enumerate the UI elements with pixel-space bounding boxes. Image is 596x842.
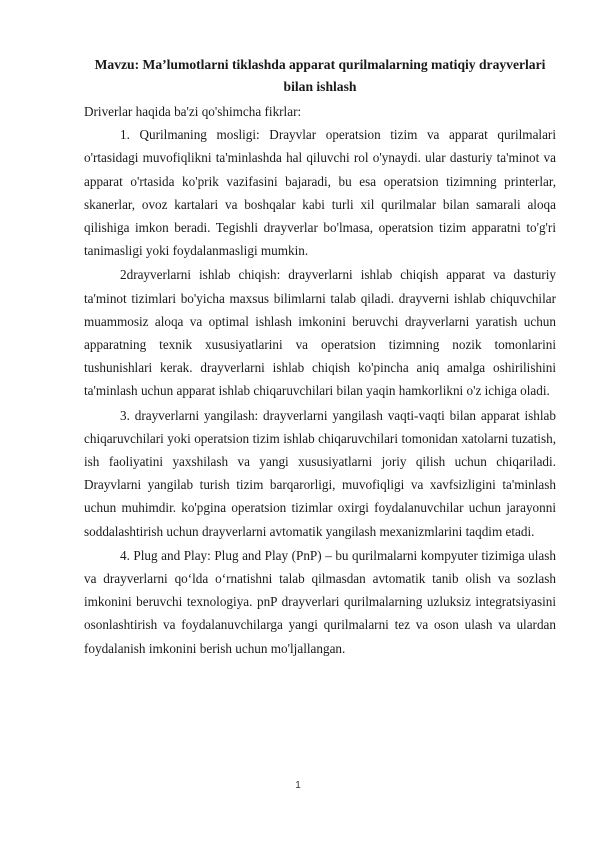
document-title: Mavzu: Ma’lumotlarni tiklashda apparat qurilmalarning matiqiy drayverlari bilan ishlash — [94, 57, 546, 94]
paragraph-plug-and-play: 4. Plug and Play: Plug and Play (PnP) – bu qurilmalarni kompyuter tizimiga ulash va drayverlarni qo‘lda o‘rnatishni talab qilmasdan avtomatik tanib olish va sozlash imkonini beruvchi texnologiya. pnP drayverlari qurilmalarning uzluksiz integratsiyasini osonlashtirish va foydalanuvchilarga yangi qurilmalarni tez va oson ulash va ulardan foydalanish imkonini berish uchun mo'ljallangan. — [84, 547, 556, 656]
paragraph-driver-updates: 3. drayverlarni yangilash: drayverlarni yangilash vaqti-vaqti bilan apparat ishlab chiqaruvchilari yoki operatsion tizim ishlab chiqaruvchilari tomonidan xatolarni tuzatish, ish faoliyatini yaxshilash va yangi xususiyatlarni joriy qilish uchun chiqariladi. Drayvlarni yangilab turish tizim barqarorligi, muvofiqligi va xavfsizligini ta'minlash uchun muhimdir. ko'pgina operatsion tizimlar oxirgi foydalanuvchilar uchun jarayonni soddalashtirish uchun drayverlarni avtomatik yangilash mexanizmlarini taqdim etadi. — [84, 407, 556, 539]
intro-line: Driverlar haqida ba'zi qo'shimcha fikrlar: — [84, 104, 302, 119]
paragraph-device-compatibility: 1. Qurilmaning mosligi: Drayvlar operatsion tizim va apparat qurilmalari o'rtasidagi muvofiqlikni ta'minlashda hal qiluvchi rol o'ynaydi. ular dasturiy ta'minot va apparat o'rtasida ko'prik vazifasini bajaradi, bu esa operatsion tizimning printerlar, skanerlar, ovoz kartalari va boshqalar kabi turli xil qurilmalar bilan samarali aloqa qilishiga imkon beradi. Tegishli drayverlar bo'lmasa, operatsion tizim apparatni to'g'ri tanimasligi yoki foydalanmasligi mumkin. — [84, 127, 556, 259]
document-page — [84, 54, 556, 660]
page-number: 1 — [295, 780, 301, 791]
paragraph-driver-development: 2drayverlarni ishlab chiqish: drayverlarni ishlab chiqish apparat va dasturiy ta'minot tizimlari bo'yicha maxsus bilimlarni talab qiladi. drayverni ishlab chiquvchilar muammosiz aloqa va optimal ishlash imkonini beruvchi drayverlarni yaratish uchun apparatning texnik xususiyatlarini va operatsion tizimning nozik tomonlarini tushunishlari kerak. drayverlarni ishlab chiqish ko'pincha aniq amalga oshirilishini ta'minlash uchun apparat ishlab chiqaruvchilari bilan yaqin hamkorlikni o'z ichiga oladi. — [84, 267, 556, 399]
